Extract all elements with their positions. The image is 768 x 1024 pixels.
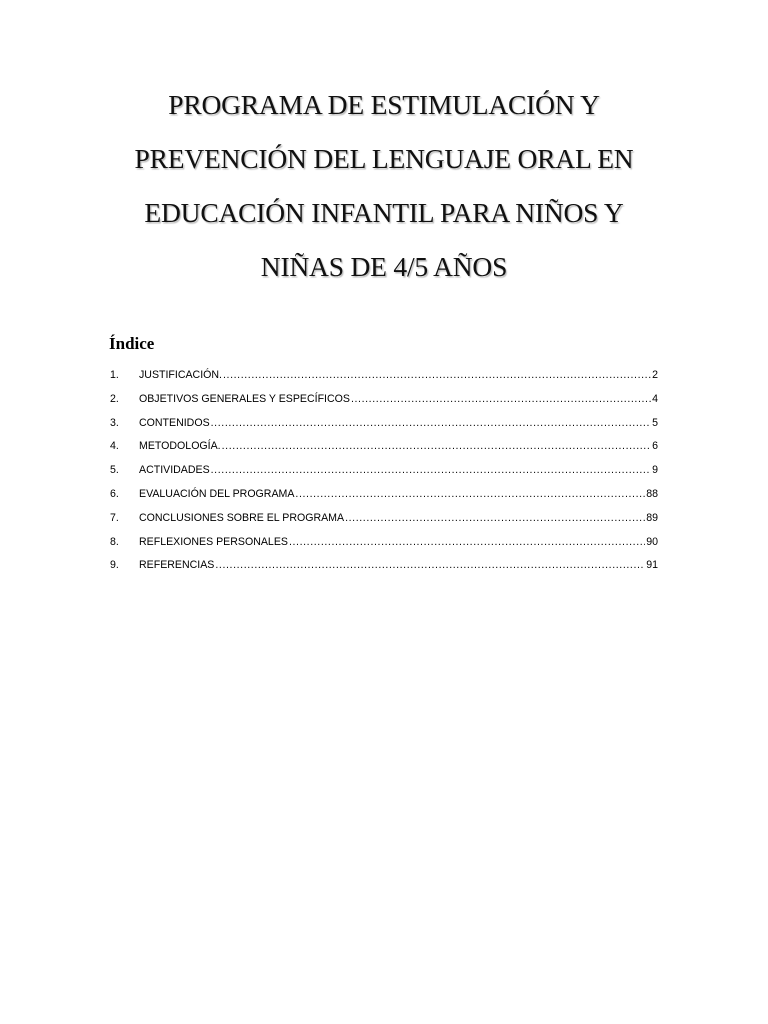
toc-entry-number: 4. bbox=[110, 440, 119, 453]
toc-dot-leader bbox=[211, 412, 651, 436]
toc-dot-leader bbox=[222, 435, 651, 459]
toc-entry-number: 2. bbox=[110, 392, 119, 405]
toc-entry-label: REFERENCIAS bbox=[139, 559, 215, 572]
toc-entry-label: CONTENIDOS bbox=[139, 416, 210, 429]
toc-entry-page: 90 bbox=[646, 535, 658, 548]
toc-dot-leader bbox=[351, 388, 651, 412]
toc-entry-page: 5 bbox=[652, 416, 658, 429]
toc-entry-justificacion[interactable] bbox=[110, 364, 658, 388]
toc-entry-number: 9. bbox=[110, 559, 119, 572]
toc-entry-page: 9 bbox=[652, 464, 658, 477]
title-line-3: EDUCACIÓN INFANTIL PARA NIÑOS Y bbox=[144, 197, 624, 228]
toc-entry-number: 5. bbox=[110, 464, 119, 477]
toc-entry-label: CONCLUSIONES SOBRE EL PROGRAMA bbox=[139, 511, 345, 524]
toc-entry-number: 8. bbox=[110, 535, 119, 548]
title-line-1: PROGRAMA DE ESTIMULACIÓN Y bbox=[168, 89, 600, 120]
toc-entry-page: 4 bbox=[652, 392, 658, 405]
toc-entry-number: 1. bbox=[110, 369, 119, 381]
table-of-contents bbox=[110, 364, 658, 578]
toc-entry-label: REFLEXIONES PERSONALES bbox=[139, 535, 288, 548]
toc-entry-label: JUSTIFICACIÓN. bbox=[139, 369, 222, 381]
title-line-4: NIÑAS DE 4/5 AÑOS bbox=[260, 251, 508, 282]
toc-entry-label: METODOLOGÍA. bbox=[139, 440, 221, 453]
toc-dot-leader bbox=[289, 531, 645, 555]
toc-entry-objetivos[interactable] bbox=[110, 388, 658, 412]
toc-entry-label: ACTIVIDADES bbox=[139, 464, 210, 477]
toc-entry-conclusiones[interactable] bbox=[110, 507, 658, 531]
toc-entry-metodologia[interactable] bbox=[110, 435, 658, 459]
toc-entry-actividades[interactable] bbox=[110, 459, 658, 483]
toc-entry-label: EVALUACIÓN DEL PROGRAMA bbox=[139, 487, 295, 500]
document-title bbox=[90, 78, 678, 294]
toc-dot-leader bbox=[215, 554, 645, 578]
toc-dot-leader bbox=[295, 483, 645, 507]
title-line-2: PREVENCIÓN DEL LENGUAJE ORAL EN bbox=[134, 143, 634, 174]
toc-entry-contenidos[interactable] bbox=[110, 412, 658, 436]
toc-entry-page: 89 bbox=[646, 511, 658, 524]
toc-entry-page: 6 bbox=[652, 440, 658, 453]
toc-entry-reflexiones[interactable] bbox=[110, 531, 658, 555]
toc-entry-evaluacion[interactable] bbox=[110, 483, 658, 507]
toc-entry-page: 91 bbox=[646, 559, 658, 572]
toc-entry-page: 88 bbox=[646, 487, 658, 500]
toc-entry-number: 6. bbox=[110, 487, 119, 500]
toc-dot-leader bbox=[345, 507, 645, 531]
toc-entry-referencias[interactable] bbox=[110, 554, 658, 578]
toc-dot-leader bbox=[211, 459, 651, 483]
toc-entry-number: 7. bbox=[110, 511, 119, 524]
toc-entry-label: OBJETIVOS GENERALES Y ESPECÍFICOS bbox=[139, 392, 350, 405]
toc-heading: Índice bbox=[109, 334, 155, 353]
toc-entry-page: 2 bbox=[652, 369, 658, 381]
toc-entry-number: 3. bbox=[110, 416, 119, 429]
toc-dot-leader bbox=[223, 364, 651, 388]
